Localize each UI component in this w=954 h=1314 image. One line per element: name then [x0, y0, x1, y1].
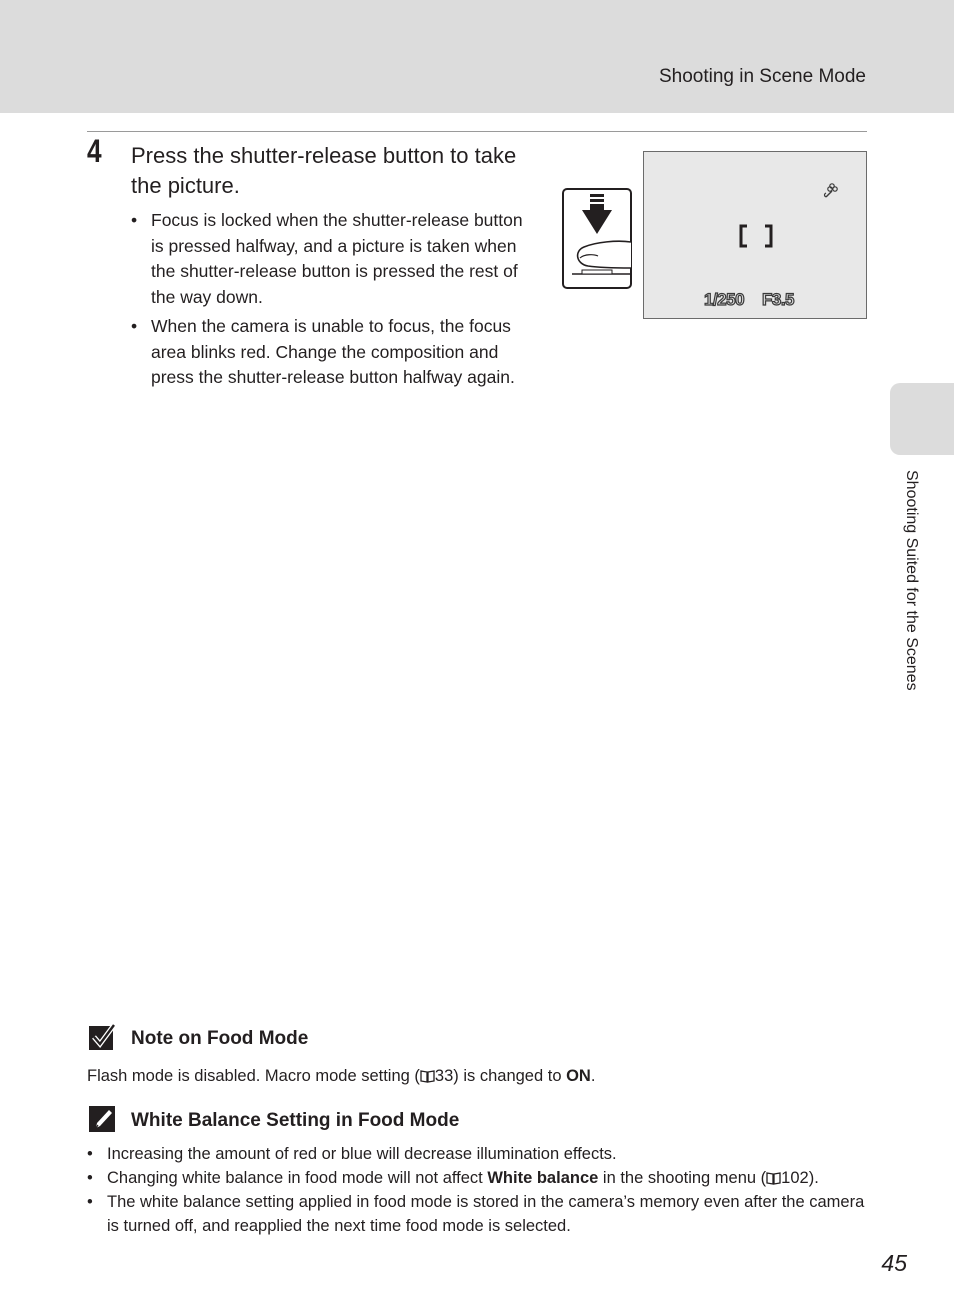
aperture-readout: F3.5 [762, 290, 795, 309]
wb-text: ). [808, 1169, 819, 1187]
book-reference-icon [420, 1069, 435, 1083]
wb-text: in the shooting menu ( [598, 1169, 767, 1187]
shutter-speed-readout: 1/250 [704, 290, 745, 309]
wb-bullet: • The white balance setting applied in food mode is stored in the camera’s memory even after the camera is turned off, and reapplied the next time food mode is selected. [87, 1190, 867, 1238]
note-emphasis: ON [566, 1067, 591, 1085]
note-text: ) is changed to [453, 1067, 567, 1085]
ref-page: 33 [434, 1067, 454, 1085]
checkmark-note-icon [87, 1022, 117, 1052]
ref-page: 102 [781, 1169, 809, 1187]
page-number: 45 [881, 1250, 907, 1276]
step-bullet: • Focus is locked when the shutter-release button is pressed halfway, and a picture is taken when the shutter-release button is pressed the rest of the way down. [131, 208, 531, 310]
step-heading: Press the shutter-release button to take the picture. [131, 143, 517, 198]
wb-emphasis: White balance [487, 1169, 599, 1187]
wb-text: Changing white balance in food mode will not affect [107, 1169, 488, 1187]
pencil-note-icon [87, 1104, 117, 1134]
focus-area-bracket-icon [738, 224, 774, 248]
note-text: Flash mode is disabled. Macro mode setting ( [87, 1067, 420, 1085]
wb-bullets [87, 1142, 867, 1238]
step-bullets [131, 208, 531, 395]
book-reference-icon [766, 1171, 781, 1185]
chapter-tab [890, 383, 954, 455]
note-body [87, 1064, 595, 1088]
macro-flower-icon [820, 180, 840, 200]
chapter-tab-label: Shooting Suited for the Scenes [903, 470, 920, 691]
wb-bullet [87, 1166, 867, 1190]
step-bullet: • When the camera is unable to focus, the focus area blinks red. Change the composition and press the shutter-release button halfway again. [131, 314, 531, 391]
section-title: Shooting in Scene Mode [658, 66, 866, 87]
step-number: 4 [87, 133, 102, 169]
camera-monitor [643, 151, 867, 319]
wb-bullet: • Increasing the amount of red or blue will decrease illumination effects. [87, 1142, 867, 1166]
shutter-press-icon [562, 188, 632, 289]
note-title: White Balance Setting in Food Mode [131, 1110, 460, 1131]
note-title: Note on Food Mode [131, 1028, 309, 1049]
heading-rule [87, 131, 867, 132]
note-text: . [590, 1067, 596, 1085]
header-band [0, 0, 954, 113]
